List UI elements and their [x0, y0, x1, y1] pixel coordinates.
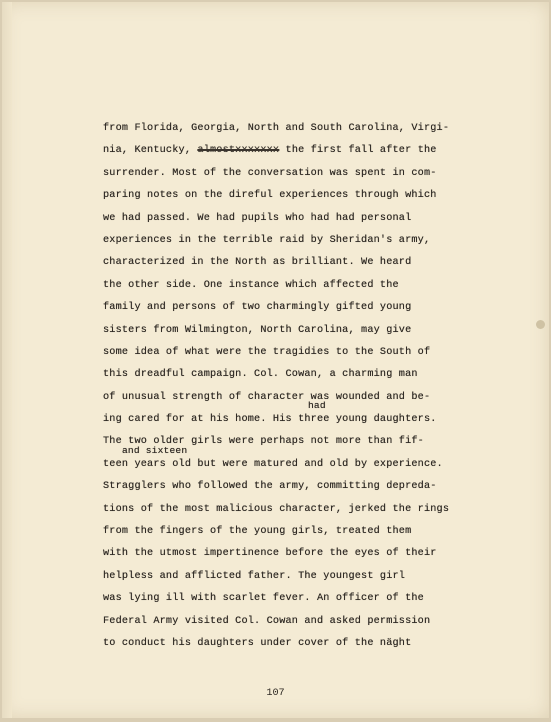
text-line: Stragglers who followed the army, committing depreda-	[103, 481, 437, 493]
text-line: sisters from Wilmington, North Carolina, may give	[103, 324, 412, 336]
text-line	[103, 387, 483, 412]
interlinear-insertion: and sixteen	[122, 444, 188, 456]
punch-hole	[536, 320, 545, 329]
line-text: The two older girls were perhaps not more than fif-	[103, 436, 424, 448]
text-line: tions of the most malicious character, jerked the rings	[103, 503, 450, 515]
line-segment: nia, Kentucky,	[103, 145, 198, 157]
text-line: characterized in the North as brilliant. We heard	[103, 257, 412, 269]
text-line: family and persons of two charmingly gifted young	[103, 302, 412, 314]
text-line: we had passed. We had pupils who had had personal	[103, 212, 412, 224]
text-line: experiences in the terrible raid by Sheridan's army,	[103, 234, 431, 246]
text-line: from Florida, Georgia, North and South Carolina, Virgi-	[103, 123, 450, 134]
typed-text-block	[103, 118, 483, 655]
paper-edge	[2, 2, 12, 718]
text-line	[103, 140, 483, 162]
line-segment: the first fall after the	[279, 145, 437, 157]
text-line: this dreadful campaign. Col. Cowan, a charming man	[103, 369, 418, 381]
text-line: ing cared for at his home. His three young daughters.	[103, 414, 437, 426]
page-number: 107	[266, 688, 285, 699]
text-line	[103, 431, 483, 456]
text-line: with the utmost impertinence before the eyes of their	[103, 548, 437, 560]
text-line: to conduct his daughters under cover of the näght	[103, 637, 412, 649]
text-line: Federal Army visited Col. Cowan and asked permission	[103, 615, 431, 627]
text-line: helpless and afflicted father. The youngest girl	[103, 570, 406, 582]
text-line: was lying ill with scarlet fever. An officer of the	[103, 593, 424, 605]
text-line: some idea of what were the tragidies to the South of	[103, 346, 431, 358]
line-text: of unusual strength of character was wounded and be-	[103, 391, 431, 403]
text-line: from the fingers of the young girls, treated them	[103, 526, 412, 538]
typewritten-page	[2, 2, 549, 718]
text-line: teen years old but were matured and old by experience.	[103, 458, 443, 470]
text-line: surrender. Most of the conversation was spent in com-	[103, 167, 437, 179]
text-line: the other side. One instance which affected the	[103, 279, 399, 291]
struck-out-word: almostxxxxxxx	[197, 145, 280, 157]
text-line: paring notes on the direful experiences through which	[103, 190, 437, 202]
interlinear-insertion: had	[308, 400, 326, 412]
